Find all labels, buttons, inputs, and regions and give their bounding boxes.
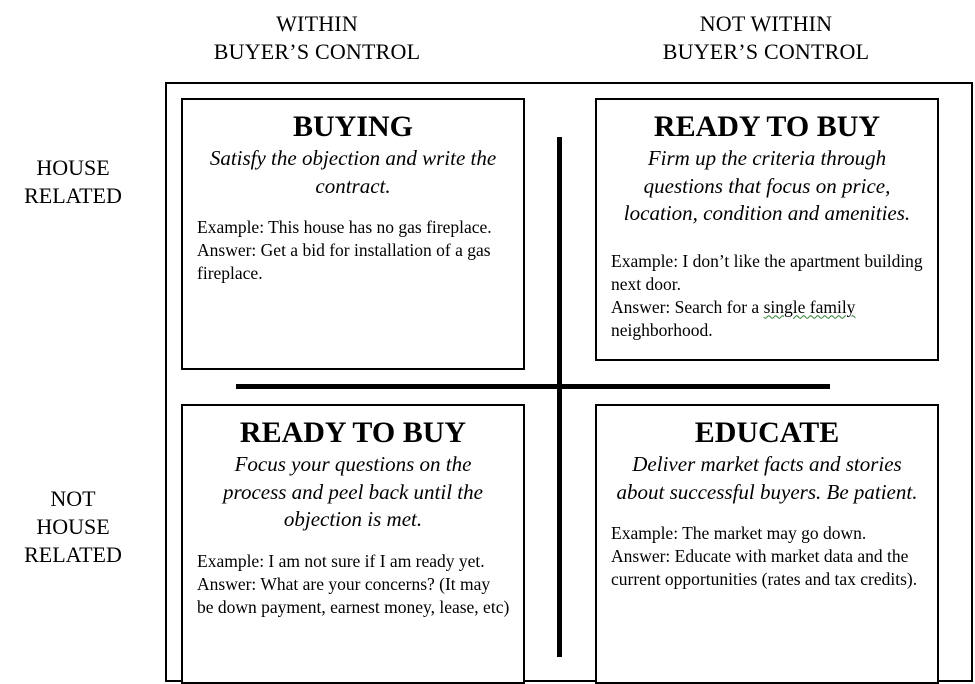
vertical-axis-line bbox=[557, 137, 562, 657]
row-header-not-house-related bbox=[8, 485, 138, 569]
answer-text: Answer: Educate with market data and the current opportunities (rates and tax credits). bbox=[611, 546, 918, 589]
example-text: Example: The market may go down. bbox=[611, 523, 867, 543]
column-header-within-control bbox=[186, 10, 448, 66]
row-header-line: RELATED bbox=[24, 542, 122, 567]
example-text: Example: I am not sure if I am ready yet. bbox=[197, 550, 485, 571]
quadrant-ready-to-buy-house bbox=[595, 98, 939, 361]
answer-suffix: neighborhood. bbox=[611, 319, 713, 340]
quadrant-ready-to-buy-not-house bbox=[181, 404, 525, 684]
quadrant-subtitle: Satisfy the objection and write the contract. bbox=[209, 146, 497, 198]
quadrant-body bbox=[597, 250, 937, 342]
horizontal-axis-line bbox=[236, 384, 830, 389]
row-header-line: HOUSE bbox=[36, 155, 110, 180]
example-text: Example: This house has no gas fireplace. bbox=[197, 217, 492, 237]
quadrant-subtitle: Firm up the criteria through questions that focus on price, location, condition and amenities. bbox=[623, 146, 911, 225]
answer-text: Answer: Get a bid for installation of a gas fireplace. bbox=[197, 240, 491, 283]
column-header-line: BUYER’S CONTROL bbox=[662, 39, 870, 64]
answer-text bbox=[611, 296, 925, 342]
quadrant-subtitle: Focus your questions on the process and peel back until the objection is met. bbox=[223, 452, 483, 531]
quadrant-title: READY TO BUY bbox=[653, 110, 881, 143]
quadrant-educate bbox=[595, 404, 939, 684]
column-header-not-within-control bbox=[630, 10, 902, 66]
column-header-line: BUYER’S CONTROL bbox=[213, 39, 421, 64]
column-header-line: WITHIN bbox=[276, 11, 358, 36]
quadrant-body bbox=[183, 550, 523, 619]
row-header-line: HOUSE bbox=[36, 514, 110, 539]
row-header-line: RELATED bbox=[24, 183, 122, 208]
row-header-house-related bbox=[8, 154, 138, 210]
quadrant-title: READY TO BUY bbox=[239, 416, 467, 449]
example-text: Example: I don’t like the apartment building next door. bbox=[611, 250, 923, 294]
column-header-line: NOT WITHIN bbox=[699, 11, 833, 36]
quadrant-body bbox=[597, 522, 937, 591]
quadrant-subtitle: Deliver market facts and stories about successful buyers. Be patient. bbox=[616, 452, 918, 504]
answer-text: Answer: What are your concerns? (It may be down payment, earnest money, lease, etc) bbox=[197, 573, 510, 617]
quadrant-body bbox=[183, 216, 523, 285]
quadrant-buying bbox=[181, 98, 525, 370]
answer-prefix: Answer: Search for a bbox=[611, 296, 764, 317]
quadrant-title: BUYING bbox=[292, 110, 413, 143]
spellcheck-flagged-text: single family bbox=[763, 296, 856, 317]
quadrant-title: EDUCATE bbox=[694, 416, 840, 449]
row-header-line: NOT bbox=[50, 486, 96, 511]
